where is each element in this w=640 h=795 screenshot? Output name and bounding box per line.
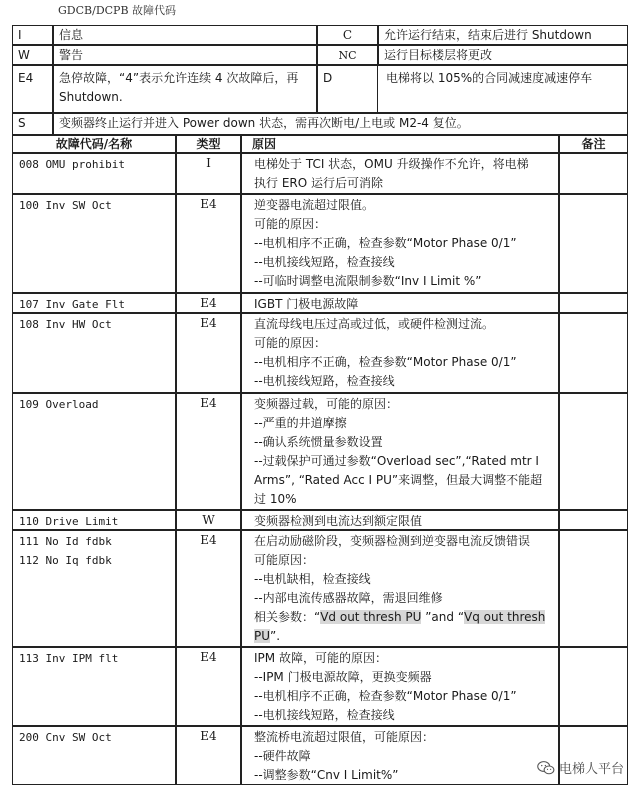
fault-code-cell	[12, 313, 176, 393]
fault-type-cell	[176, 647, 241, 726]
watermark-text: 电梯人平台	[558, 762, 624, 777]
legend-code-text: S	[18, 116, 26, 130]
page-title: GDCB/DCPB 故障代码	[58, 4, 177, 17]
fault-reason-cell	[241, 293, 559, 313]
reason-line: 可能的原因：	[254, 336, 327, 350]
fault-type: E4	[200, 650, 217, 664]
legend-code-e4	[12, 65, 53, 113]
legend-code-text: NC	[338, 49, 357, 62]
reason-line: 可能原因：	[254, 553, 315, 567]
fault-reason-cell	[241, 726, 559, 785]
fault-type-cell	[176, 726, 241, 785]
fault-code-name: 008 OMU prohibit	[19, 158, 125, 171]
legend-code-text: D	[323, 71, 333, 85]
legend-desc-text: 信息	[59, 28, 84, 42]
fault-type-cell	[176, 313, 241, 393]
fault-note-cell	[559, 393, 628, 510]
legend-desc-c	[378, 25, 628, 45]
fault-code-cell	[12, 647, 176, 726]
fault-type-cell	[176, 393, 241, 510]
fault-type-cell	[176, 530, 241, 647]
legend-code-text: I	[18, 28, 22, 42]
header-text: 原因	[252, 137, 277, 151]
fault-code-name: 112 No Iq fdbk	[19, 554, 112, 567]
fault-note-cell	[559, 313, 628, 393]
fault-code-name: 109 Overload	[19, 398, 99, 411]
fault-code-name: 100 Inv SW Oct	[19, 199, 112, 212]
fault-type: E4	[200, 396, 217, 410]
fault-type: E4	[200, 533, 217, 547]
fault-reason-cell	[241, 393, 559, 510]
legend-desc-e4	[53, 65, 317, 113]
column-header-code	[12, 135, 176, 153]
fault-type: E4	[200, 197, 217, 211]
reason-line: 整流桥电流超过限值，可能原因：	[254, 730, 435, 744]
fault-note-cell	[559, 293, 628, 313]
reason-line: --电机缺相，检查接线	[254, 572, 371, 586]
reason-line: --电机相序不正确，检查参数“Motor Phase 0/1”	[254, 236, 517, 250]
reason-line: 逆变器电流超过限值。	[254, 198, 375, 212]
fault-type: E4	[200, 729, 217, 743]
reason-line: --IPM 门极电源故障，更换变频器	[254, 670, 432, 684]
legend-desc-text: 急停故障，“4”表示允许连续 4 次故障后，再 Shutdown.	[59, 71, 299, 104]
reason-line: --内部电流传感器故障，需退回维修	[254, 591, 443, 605]
column-header-reason	[241, 135, 559, 153]
fault-code-cell	[12, 194, 176, 293]
fault-note-cell	[559, 153, 628, 194]
legend-desc-text: 变频器终止运行并进入 Power down 状态，需再次断电/上电或 M2-4 复位。	[59, 116, 469, 130]
fault-type: E4	[200, 296, 217, 310]
fault-type-cell	[176, 153, 241, 194]
column-header-note	[559, 135, 628, 153]
legend-code-i	[12, 25, 53, 45]
fault-reason-cell	[241, 313, 559, 393]
fault-code-cell	[12, 293, 176, 313]
fault-type: I	[206, 156, 211, 170]
legend-code-nc	[317, 45, 378, 65]
fault-reason-cell	[241, 530, 559, 647]
header-text: 类型	[196, 137, 221, 151]
fault-type-cell	[176, 510, 241, 530]
legend-desc-text: 警告	[59, 48, 84, 62]
legend-desc-d	[326, 65, 628, 113]
watermark	[537, 758, 624, 777]
legend-desc-text: 电梯将以 105%的合同减速度减速停车	[386, 71, 593, 85]
reason-line: --电机相序不正确，检查参数“Motor Phase 0/1”	[254, 355, 517, 369]
fault-code-name: 111 No Id fdbk	[19, 535, 112, 548]
params-mid: ”and “	[421, 610, 465, 624]
reason-line: 可能的原因：	[254, 217, 327, 231]
fault-note-cell	[559, 647, 628, 726]
reason-line: 执行 ERO 运行后可消除	[254, 176, 383, 190]
fault-type-cell	[176, 293, 241, 313]
reason-line: --调整参数“Cnv I Limit%”	[254, 768, 399, 782]
reason-line: --电机接线短路，检查接线	[254, 255, 395, 269]
fault-code-cell	[12, 153, 176, 194]
fault-code-name: 110 Drive Limit	[19, 515, 119, 528]
fault-reason-cell	[241, 153, 559, 194]
fault-code-sheet	[12, 25, 629, 795]
fault-code-cell	[12, 393, 176, 510]
fault-type: E4	[200, 316, 217, 330]
fault-code-cell	[12, 726, 176, 785]
reason-line: 直流母线电压过高或过低，或硬件检测过流。	[254, 317, 495, 331]
legend-desc-s	[53, 113, 628, 135]
header-text: 备注	[581, 137, 606, 151]
fault-code-name: 108 Inv HW Oct	[19, 318, 112, 331]
params-prefix: 相关参数：“	[254, 610, 321, 624]
fault-code-name: 113 Inv IPM flt	[19, 652, 119, 665]
related-params-line	[254, 608, 550, 646]
legend-desc-text: 运行目标楼层将更改	[384, 48, 493, 62]
legend-code-text: W	[18, 48, 30, 62]
fault-note-cell	[559, 510, 628, 530]
params-suffix: ”.	[270, 629, 281, 643]
fault-note-cell	[559, 194, 628, 293]
legend-code-s	[12, 113, 53, 135]
fault-reason-cell	[241, 194, 559, 293]
reason-line: --电机接线短路，检查接线	[254, 708, 395, 722]
legend-code-text: E4	[18, 71, 34, 85]
legend-desc-text: 允许运行结束，结束后进行 Shutdown	[384, 28, 592, 42]
reason-line: 变频器过载，可能的原因：	[254, 397, 399, 411]
column-header-type	[176, 135, 241, 153]
reason-line: --可临时调整电流限制参数“Inv I Limit %”	[254, 274, 482, 288]
reason-line: 电梯处于 TCI 状态，OMU 升级操作不允许，将电梯	[254, 157, 529, 171]
fault-code-cell	[12, 510, 176, 530]
header-text: 故障代码/名称	[55, 137, 133, 151]
fault-code-cell	[12, 530, 176, 647]
fault-code-name: 200 Cnv SW Oct	[19, 731, 112, 744]
reason-line: --电机接线短路，检查接线	[254, 374, 395, 388]
reason-line: --严重的井道摩擦	[254, 416, 347, 430]
param-vq-out-thresh: Vq out thresh PU	[254, 610, 546, 643]
legend-code-text: C	[342, 28, 353, 42]
reason-line: 变频器检测到电流达到额定限值	[254, 514, 423, 528]
reason-line: --硬件故障	[254, 749, 311, 763]
param-vd-out-thresh: Vd out thresh PU	[320, 610, 422, 624]
fault-reason-cell	[241, 510, 559, 530]
fault-type-cell	[176, 194, 241, 293]
legend-code-c	[317, 25, 378, 45]
reason-line: IPM 故障，可能的原因：	[254, 651, 387, 665]
reason-line: --过载保护可通过参数“Overload sec”,“Rated mtr I Arms”, “Rated Acc I PU”来调整，但最大调整不能超过 10%	[254, 454, 543, 506]
fault-code-name: 107 Inv Gate Flt	[19, 298, 125, 311]
wechat-icon	[537, 760, 555, 776]
legend-desc-w	[53, 45, 317, 65]
reason-line: --电机相序不正确，检查参数“Motor Phase 0/1”	[254, 689, 517, 703]
fault-reason-cell	[241, 647, 559, 726]
legend-desc-i	[53, 25, 317, 45]
legend-desc-nc	[378, 45, 628, 65]
reason-line: --确认系统惯量参数设置	[254, 435, 383, 449]
legend-code-w	[12, 45, 53, 65]
reason-line: 在启动励磁阶段，变频器检测到逆变器电流反馈错误	[254, 534, 531, 548]
fault-type: W	[202, 513, 215, 527]
reason-line: IGBT 门极电源故障	[254, 297, 359, 311]
fault-note-cell	[559, 530, 628, 647]
